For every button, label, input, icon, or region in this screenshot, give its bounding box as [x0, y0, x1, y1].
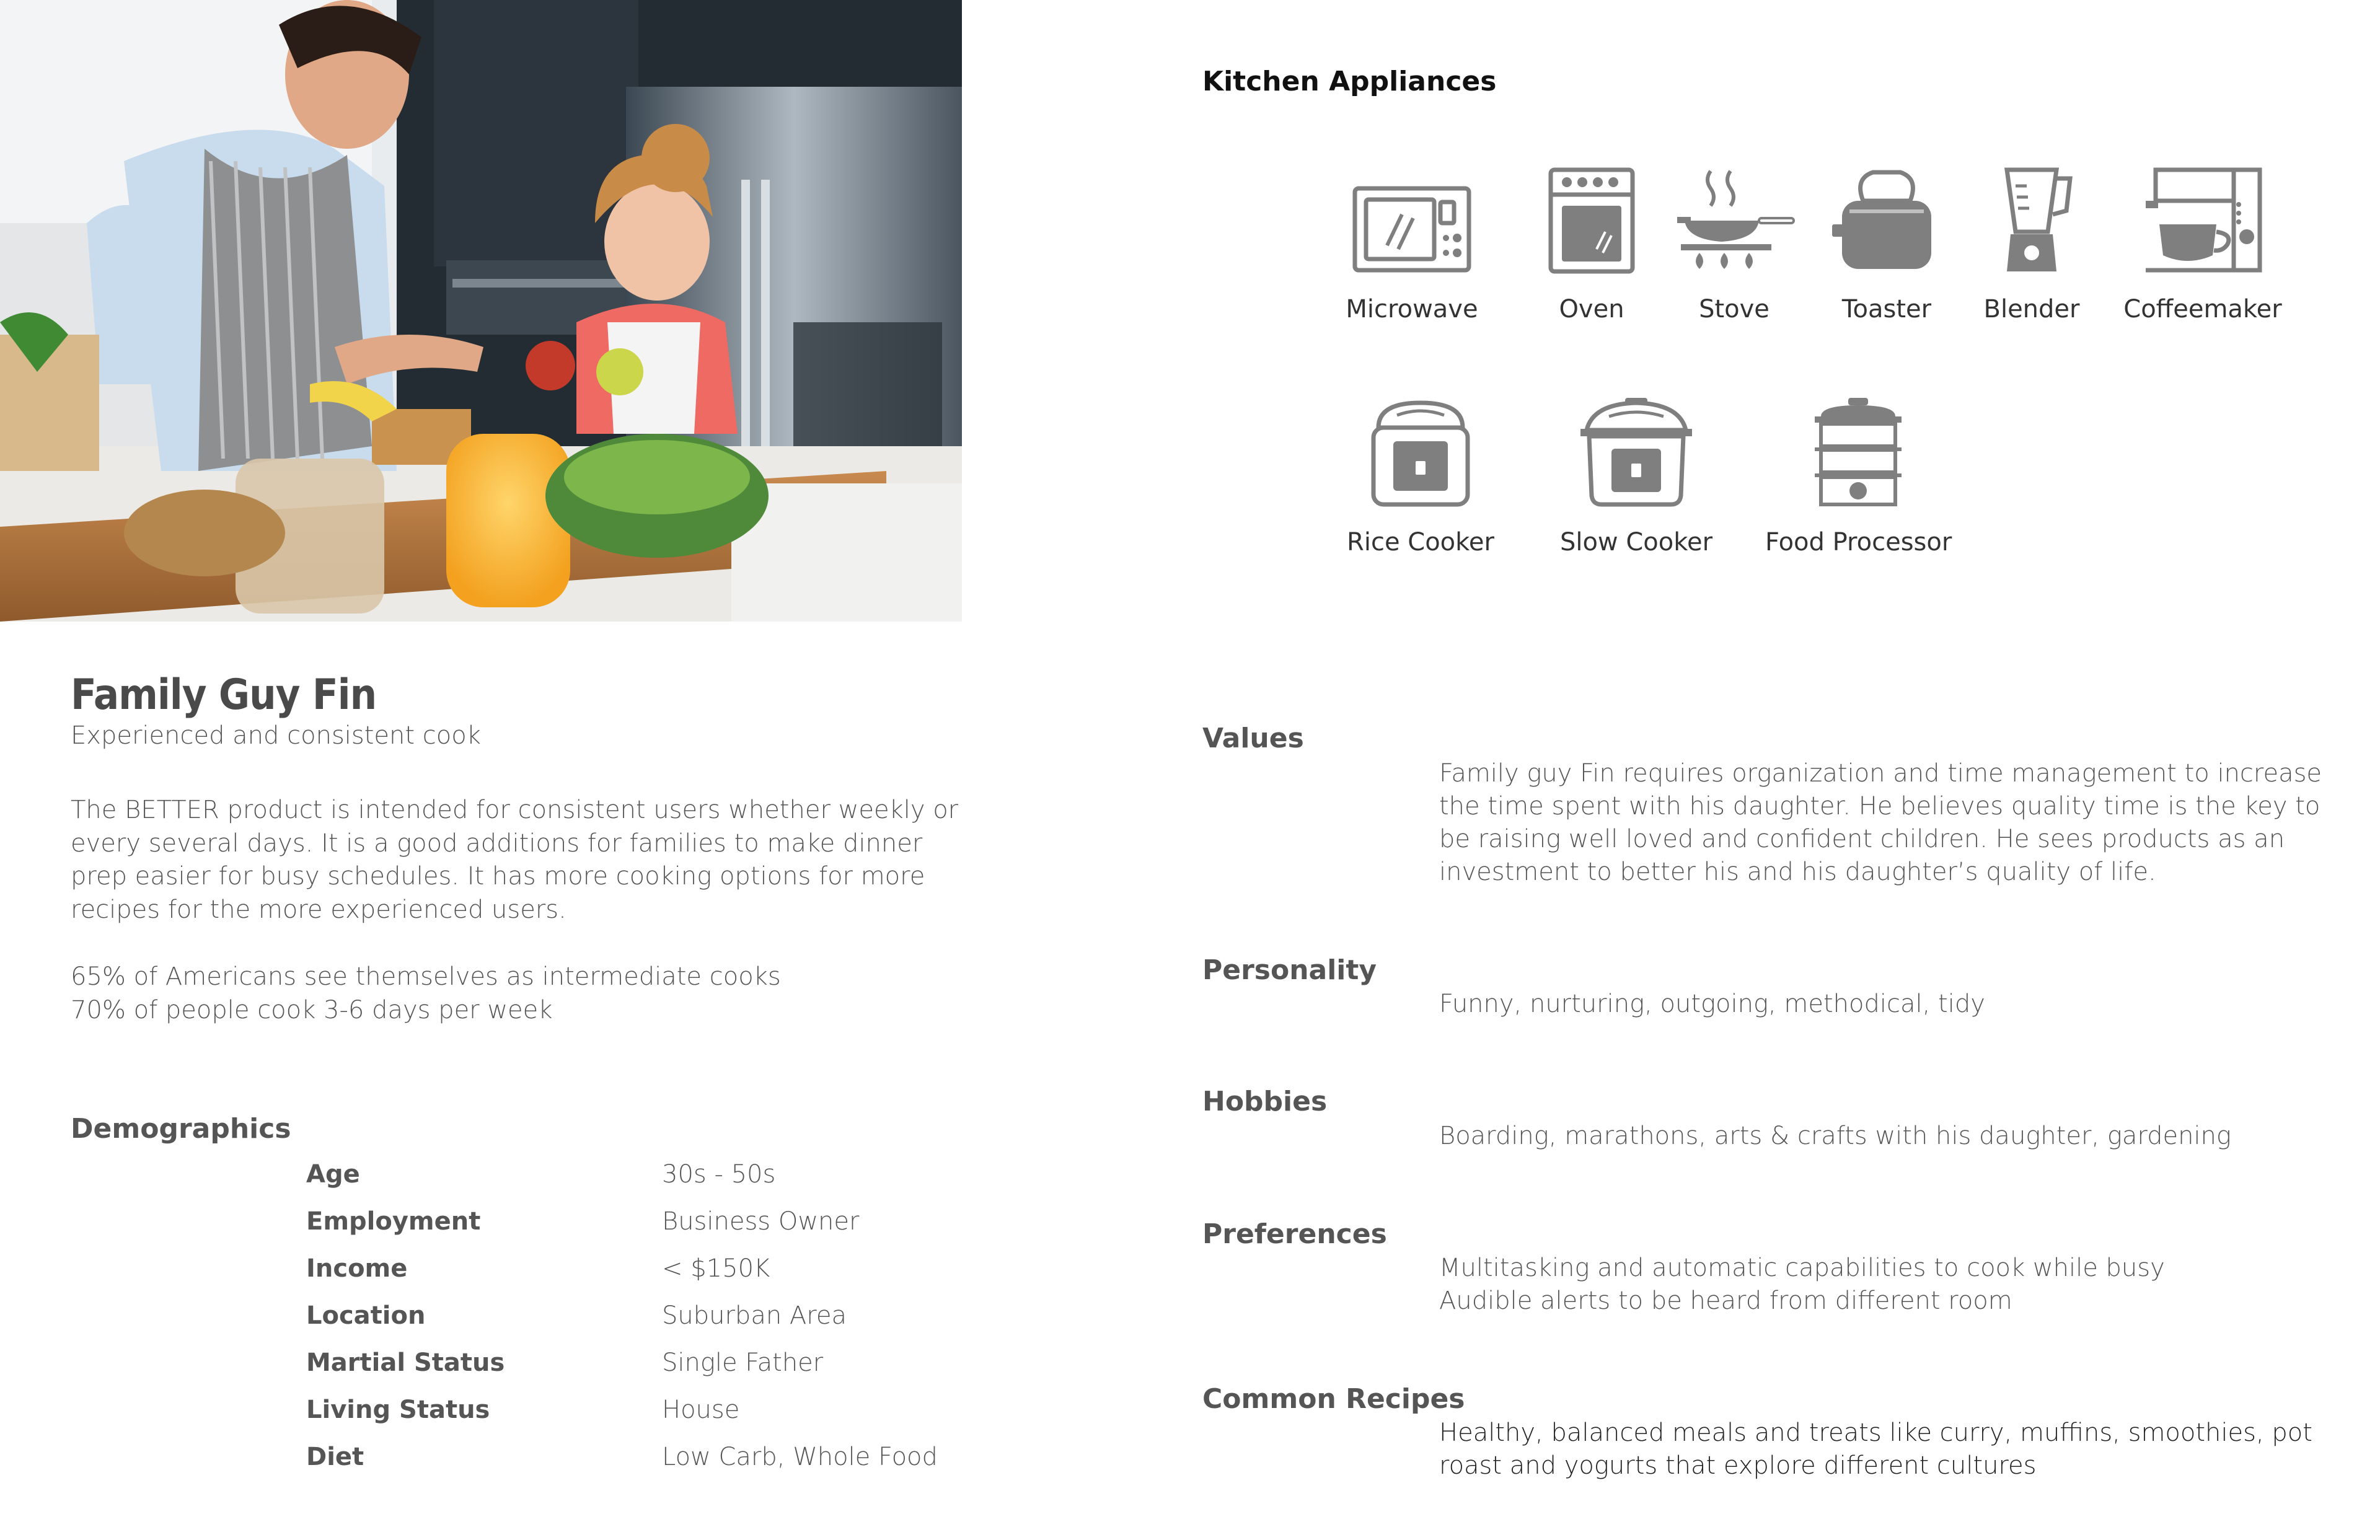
demographic-label: Income — [306, 1254, 408, 1283]
appliance-label: Blender — [1983, 295, 2080, 323]
personality-heading: Personality — [1202, 954, 1377, 986]
appliances-heading: Kitchen Appliances — [1202, 66, 1497, 97]
demographic-row-marital-status — [306, 1349, 988, 1396]
demographic-label: Living Status — [306, 1396, 490, 1424]
demographic-row-living-status — [306, 1396, 988, 1443]
blender-icon — [1970, 165, 2094, 276]
preference-line: Multitasking and automatic capabilities to cook while busy — [1439, 1254, 2165, 1282]
demographic-label: Martial Status — [306, 1349, 505, 1377]
toaster-icon — [1825, 165, 1949, 276]
demographic-row-income — [306, 1254, 988, 1301]
preference-line: Audible alerts to be heard from different room — [1439, 1287, 2012, 1315]
appliance-label: Toaster — [1841, 295, 1932, 323]
persona-intro: The BETTER product is intended for consistent users whether weekly or every several days. It is a good additions for families to make dinner prep easier for busy schedules. It has more cooking options for more recipes for the more experienced users. — [71, 796, 959, 924]
slow-cooker-icon — [1574, 398, 1698, 509]
stove-icon — [1672, 165, 1796, 276]
demographic-value: Suburban Area — [662, 1301, 847, 1330]
recipes-heading: Common Recipes — [1202, 1383, 1465, 1415]
demographic-label: Diet — [306, 1443, 364, 1471]
appliance-label: Slow Cooker — [1559, 528, 1713, 557]
rice-cooker-icon — [1359, 398, 1483, 509]
demographic-label: Location — [306, 1301, 426, 1330]
hero-photo — [0, 0, 962, 622]
demographic-value: Single Father — [662, 1349, 824, 1377]
demographic-row-diet — [306, 1443, 988, 1490]
persona-name: Family Guy Fin — [71, 671, 377, 719]
preferences-heading: Preferences — [1202, 1218, 1387, 1250]
values-heading: Values — [1202, 723, 1304, 754]
recipes-body: Healthy, balanced meals and treats like curry, muffins, smoothies, pot roast and yogurts that explore different cultures — [1439, 1419, 2312, 1480]
hobbies-heading: Hobbies — [1202, 1086, 1328, 1117]
appliance-label: Coffeemaker — [2123, 295, 2282, 323]
demographic-label: Age — [306, 1160, 360, 1189]
demographics-heading: Demographics — [71, 1113, 291, 1145]
appliance-coffeemaker — [2110, 165, 2296, 323]
appliance-blender — [1939, 165, 2125, 323]
appliance-label: Rice Cooker — [1347, 528, 1494, 557]
kitchen-family-photo — [0, 0, 962, 622]
values-body: Family guy Fin requires organization and time management to increase the time spent with his daughter. He believes quality time is the key to be raising well loved and confident children. He sees products as an investment to better his and his daughter’s quality of life. — [1439, 759, 2322, 886]
appliance-slow-cooker — [1543, 398, 1729, 557]
demographic-row-location — [306, 1301, 988, 1349]
demographic-row-employment — [306, 1207, 988, 1254]
food-processor-icon — [1796, 398, 1920, 509]
demographic-value: Low Carb, Whole Food — [662, 1443, 938, 1471]
appliance-label: Oven — [1559, 295, 1624, 323]
coffeemaker-icon — [2141, 165, 2265, 276]
microwave-icon — [1350, 165, 1474, 276]
demographic-value: House — [662, 1396, 740, 1424]
appliance-label: Stove — [1699, 295, 1770, 323]
demographic-row-age — [306, 1160, 988, 1207]
oven-icon — [1530, 165, 1654, 276]
persona-stats — [71, 961, 938, 1027]
stat-line: 70% of people cook 3-6 days per week — [71, 995, 553, 1024]
preferences-body — [1439, 1252, 2344, 1318]
appliance-food-processor — [1765, 398, 1951, 557]
appliance-label: Food Processor — [1765, 528, 1952, 557]
appliance-microwave — [1319, 165, 1505, 323]
personality-body: Funny, nurturing, outgoing, methodical, tidy — [1439, 990, 1985, 1018]
appliance-rice-cooker — [1328, 398, 1514, 557]
demographic-value: 30s - 50s — [662, 1160, 776, 1189]
persona-tagline: Experienced and consistent cook — [71, 721, 481, 750]
demographic-value: Business Owner — [662, 1207, 860, 1236]
appliance-label: Microwave — [1346, 295, 1478, 323]
demographic-value: < $150K — [662, 1254, 770, 1283]
hobbies-body: Boarding, marathons, arts & crafts with his daughter, gardening — [1439, 1122, 2231, 1150]
stat-line: 65% of Americans see themselves as intermediate cooks — [71, 962, 781, 991]
demographic-label: Employment — [306, 1207, 481, 1236]
